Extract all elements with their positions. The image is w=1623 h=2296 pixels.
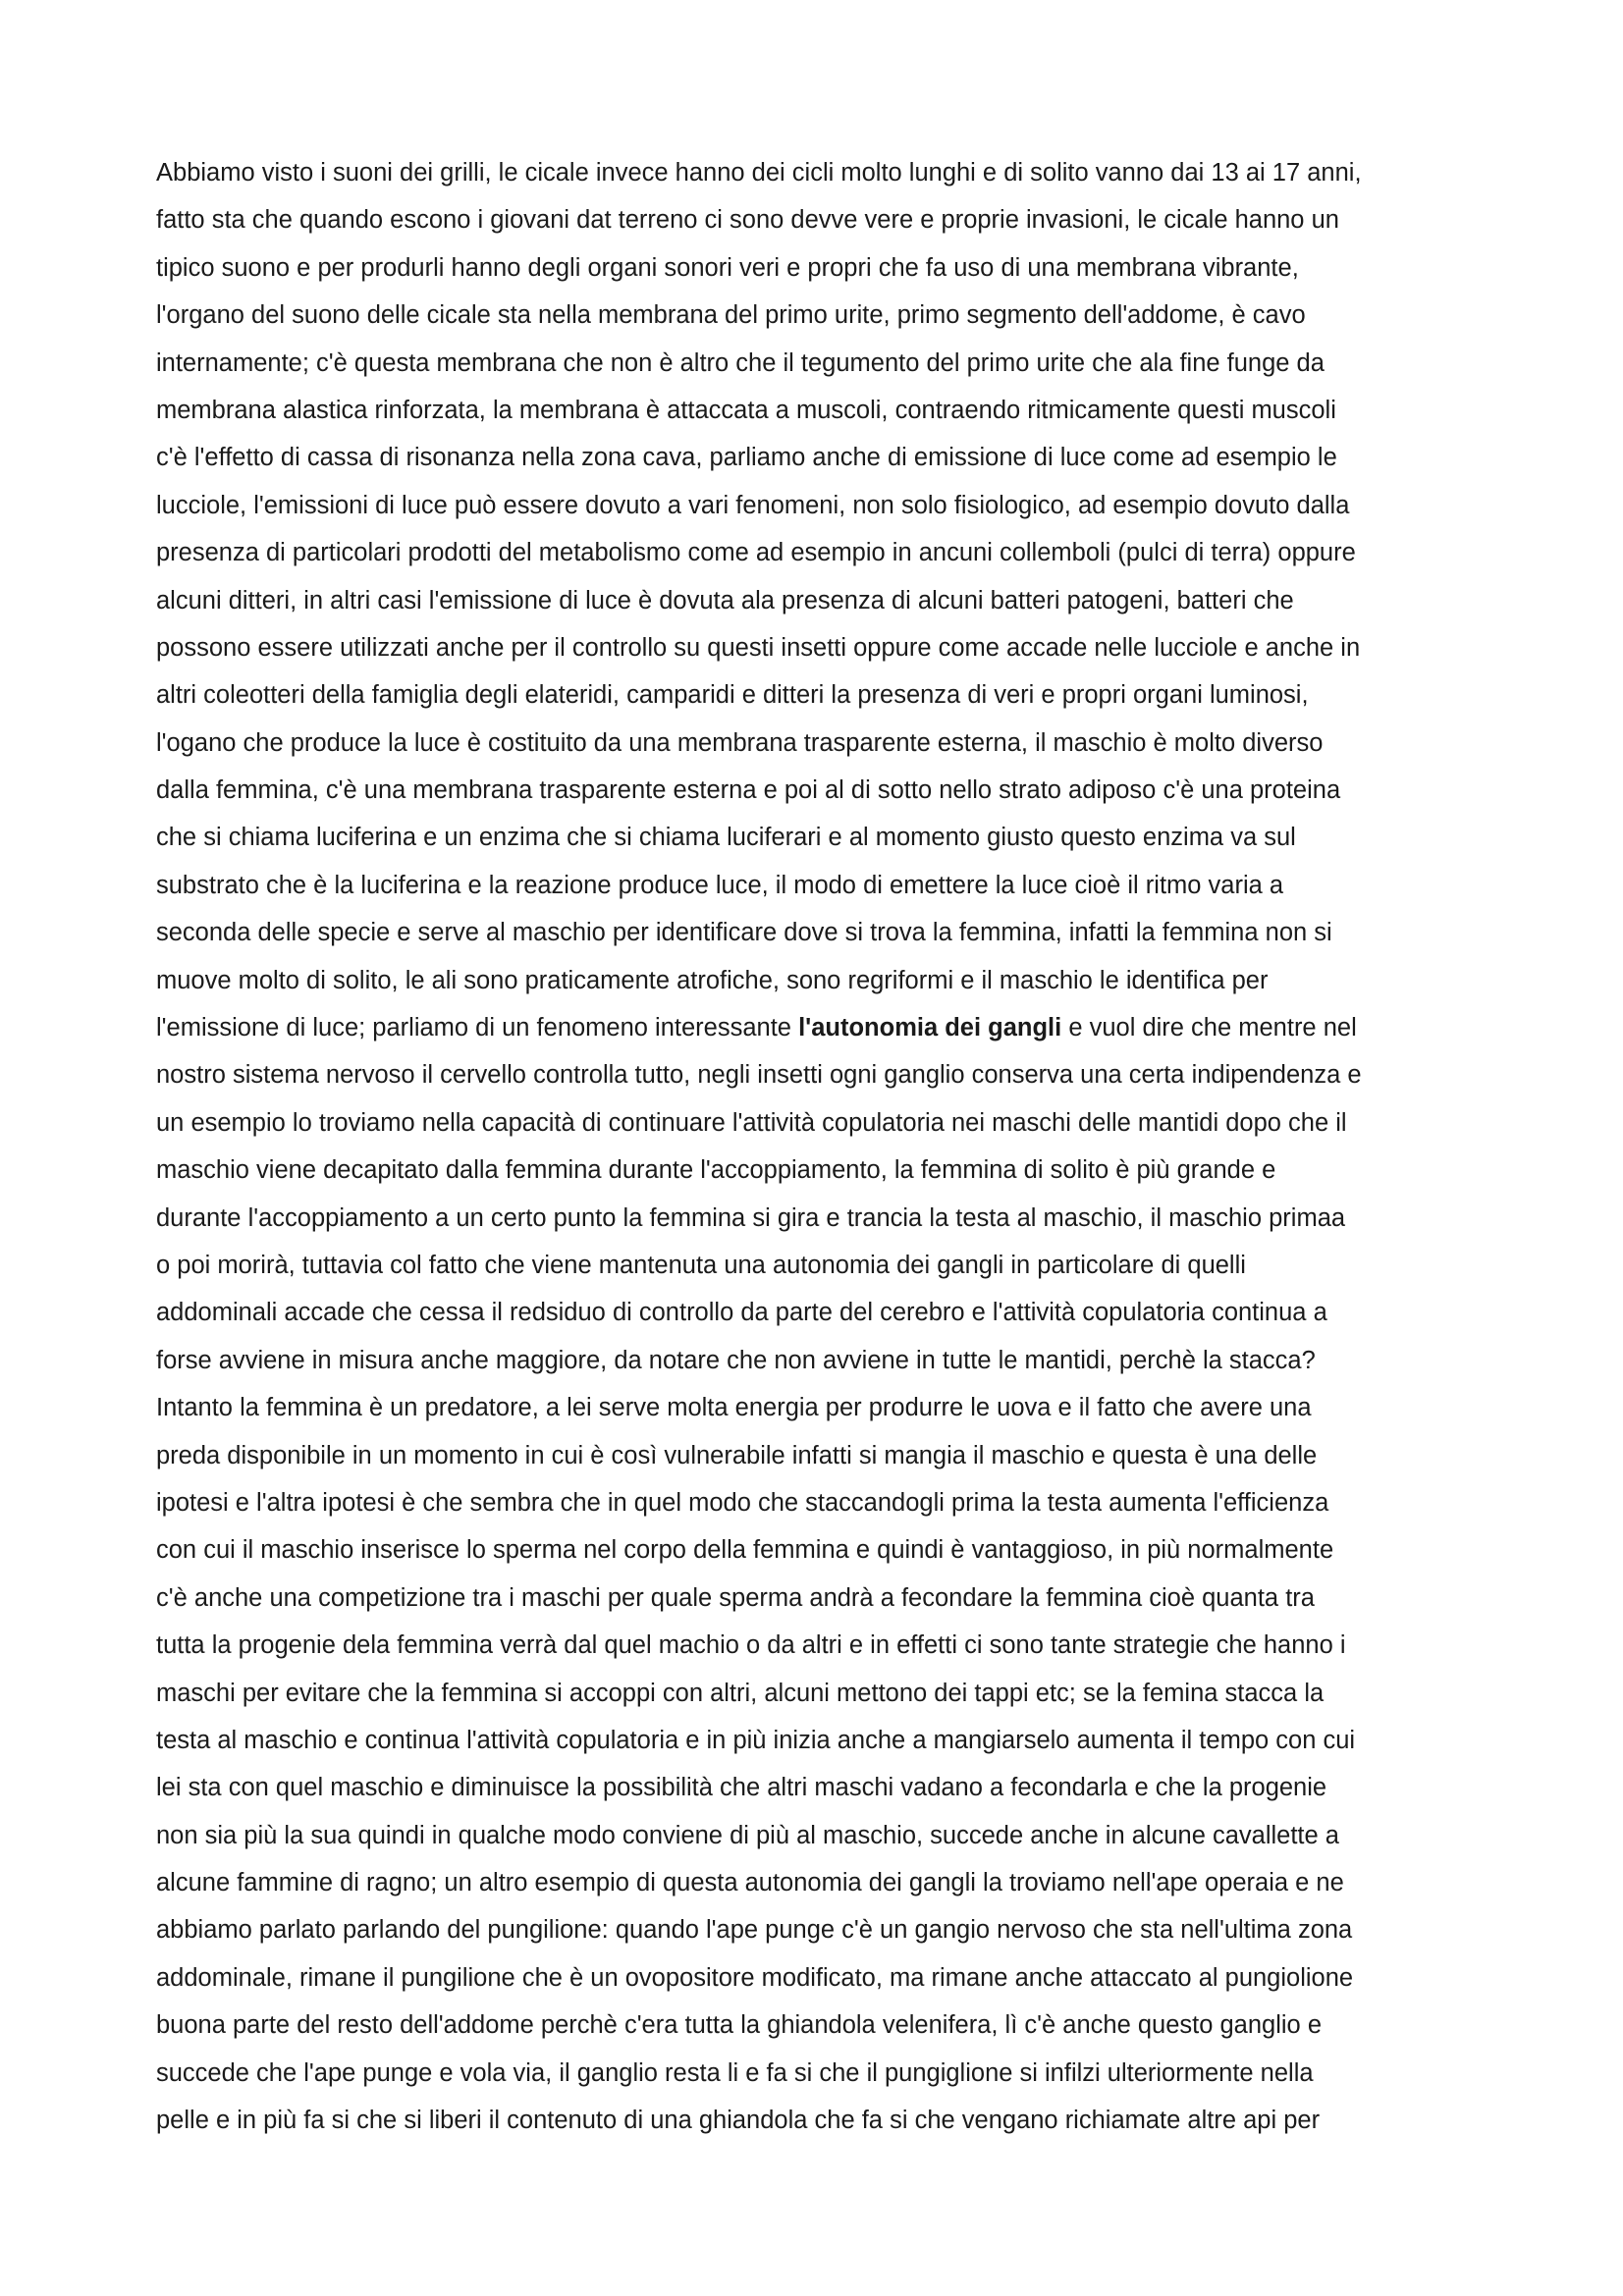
line-text: substrato che è la luciferina e la reazione produce luce, il modo di emettere la luce cioè il ritmo varia a xyxy=(156,871,1284,899)
line-text: nostro sistema nervoso il cervello controlla tutto, negli insetti ogni ganglio conserva una certa indipendenza e xyxy=(156,1061,1362,1090)
text-line xyxy=(156,1954,1491,2002)
line-text: addominale, rimane il pungilione che è un ovopositore modificato, ma rimane anche attaccato al pungiolione xyxy=(156,1963,1354,1992)
line-text: durante l'accoppiamento a un certo punto la femmina si gira e trancia la testa al maschio, il maschio primaa xyxy=(156,1203,1346,1232)
text-line xyxy=(156,1764,1491,1811)
text-line xyxy=(156,909,1491,956)
line-text: un esempio lo troviamo nella capacità di continuare l'attività copulatoria nei maschi delle mantidi dopo che il xyxy=(156,1108,1347,1137)
line-text: internamente; c'è questa membrana che non è altro che il tegumento del primo urite che ala fine funge da xyxy=(156,348,1325,377)
line-text: addominali accade che cessa il redsiduo di controllo da parte del cerebro e l'attività copulatoria continua a xyxy=(156,1299,1327,1327)
line-text-after: e vuol dire che mentre nel xyxy=(1061,1014,1357,1042)
line-text: l'emissione di luce; parliamo di un fenomeno interessante xyxy=(156,1014,799,1042)
line-text: preda disponibile in un momento in cui è così vulnerabile infatti si mangia il maschio e questa è una delle xyxy=(156,1441,1318,1469)
text-line xyxy=(156,1147,1491,1194)
text-line xyxy=(156,720,1491,767)
text-line xyxy=(156,1859,1491,1906)
line-text: alcuni ditteri, in altri casi l'emissione di luce è dovuta ala presenza di alcuni batteri patogeni, batteri che xyxy=(156,586,1294,614)
line-text: altri coleotteri della famiglia degli elateridi, camparidi e ditteri la presenza di veri e propri organi luminosi, xyxy=(156,681,1309,710)
text-line xyxy=(156,1432,1491,1479)
line-text: Intanto la femmina è un predatore, a lei serve molta energia per produrre le uova e il fatto che avere una xyxy=(156,1394,1312,1422)
text-line xyxy=(156,624,1491,671)
text-line xyxy=(156,1099,1491,1147)
text-line xyxy=(156,1384,1491,1431)
text-line xyxy=(156,2002,1491,2049)
line-text: testa al maschio e continua l'attività copulatoria e in più inizia anche a mangiarselo aumenta il tempo con cui xyxy=(156,1726,1356,1754)
line-text: maschio viene decapitato dalla femmina durante l'accoppiamento, la femmina di solito è più grande e xyxy=(156,1156,1276,1185)
line-text: tutta la progenie dela femmina verrà dal quel machio o da altri e in effetti ci sono tante strategie che hanno i xyxy=(156,1631,1346,1660)
text-line xyxy=(156,1337,1491,1384)
text-line xyxy=(156,957,1491,1004)
text-line xyxy=(156,1195,1491,1242)
line-text: o poi morirà, tuttavia col fatto che viene mantenuta una autonomia dei gangli in particolare di quelli xyxy=(156,1251,1246,1279)
text-line xyxy=(156,1051,1491,1098)
text-line xyxy=(156,387,1491,434)
text-line xyxy=(156,1479,1491,1526)
text-line xyxy=(156,434,1491,481)
line-text: che si chiama luciferina e un enzima che si chiama luciferari e al momento giusto questo enzima va sul xyxy=(156,824,1296,852)
line-text: alcune fammine di ragno; un altro esempio di questa autonomia dei gangli la troviamo nell'ape operaia e ne xyxy=(156,1869,1344,1897)
line-text: succede che l'ape punge e vola via, il ganglio resta li e fa si che il pungiglione si infilzi ulteriormente nella xyxy=(156,2058,1314,2087)
line-text: dalla femmina, c'è una membrana trasparente esterna e poi al di sotto nello strato adiposo c'è una proteina xyxy=(156,776,1341,805)
text-line xyxy=(156,196,1491,243)
body-text xyxy=(156,149,1491,2144)
text-line xyxy=(156,862,1491,909)
text-line xyxy=(156,292,1491,339)
text-line xyxy=(156,1242,1491,1289)
line-text: forse avviene in misura anche maggiore, da notare che non avviene in tutte le mantidi, perchè la stacca? xyxy=(156,1346,1316,1374)
line-text: lei sta con quel maschio e diminuisce la possibilità che altri maschi vadano a fecondarla e che la progenie xyxy=(156,1774,1327,1802)
text-line xyxy=(156,340,1491,387)
text-line xyxy=(156,529,1491,576)
bold-term: l'autonomia dei gangli xyxy=(798,1014,1062,1042)
line-text: tipico suono e per produrli hanno degli organi sonori veri e propri che fa uso di una membrana vibrante, xyxy=(156,253,1299,282)
text-line xyxy=(156,244,1491,292)
text-line xyxy=(156,1289,1491,1336)
text-line xyxy=(156,1004,1491,1051)
text-line xyxy=(156,577,1491,624)
line-text: l'organo del suono delle cicale sta nella membrana del primo urite, primo segmento dell'addome, è cavo xyxy=(156,301,1306,330)
text-line xyxy=(156,1906,1491,1953)
text-line xyxy=(156,1717,1491,1764)
text-line xyxy=(156,2097,1491,2144)
line-text: c'è anche una competizione tra i maschi per quale sperma andrà a fecondare la femmina cioè quanta tra xyxy=(156,1583,1315,1612)
text-line xyxy=(156,767,1491,814)
line-text: l'ogano che produce la luce è costituito da una membrana trasparente esterna, il maschio è molto diverso xyxy=(156,728,1324,757)
text-line xyxy=(156,671,1491,719)
line-text: ipotesi e l'altra ipotesi è che sembra che in quel modo che staccandogli prima la testa aumenta l'efficienza xyxy=(156,1488,1329,1517)
line-text: presenza di particolari prodotti del metabolismo come ad esempio in ancuni collemboli (pulci di terra) oppure xyxy=(156,539,1356,567)
text-line xyxy=(156,814,1491,861)
line-text: seconda delle specie e serve al maschio per identificare dove si trova la femmina, infatti la femmina non si xyxy=(156,919,1332,947)
line-text: abbiamo parlato parlando del pungilione: quando l'ape punge c'è un gangio nervoso che sta nell'ultima zona xyxy=(156,1916,1353,1945)
line-text: fatto sta che quando escono i giovani dat terreno ci sono devve vere e proprie invasioni, le cicale hanno un xyxy=(156,206,1339,235)
line-text: non sia più la sua quindi in qualche modo conviene di più al maschio, succede anche in alcune cavallette a xyxy=(156,1821,1339,1849)
line-text: c'è l'effetto di cassa di risonanza nella zona cava, parliamo anche di emissione di luce come ad esempio le xyxy=(156,444,1337,472)
text-line xyxy=(156,149,1491,196)
text-line xyxy=(156,1575,1491,1622)
line-text: muove molto di solito, le ali sono praticamente atrofiche, sono regriformi e il maschio le identifica per xyxy=(156,966,1269,994)
line-text: buona parte del resto dell'addome perchè c'era tutta la ghiandola velenifera, lì c'è anche questo ganglio e xyxy=(156,2011,1322,2040)
line-text: membrana alastica rinforzata, la membrana è attaccata a muscoli, contraendo ritmicamente questi muscoli xyxy=(156,396,1336,424)
line-text: Abbiamo visto i suoni dei grilli, le cicale invece hanno dei cicli molto lunghi e di solito vanno dai 13 ai 17 anni, xyxy=(156,159,1362,187)
text-line xyxy=(156,482,1491,529)
line-text: possono essere utilizzati anche per il controllo su questi insetti oppure come accade nelle lucciole e anche in xyxy=(156,633,1361,662)
line-text: pelle e in più fa si che si liberi il contenuto di una ghiandola che fa si che vengano richiamate altre api per xyxy=(156,2107,1321,2135)
text-line xyxy=(156,1622,1491,1669)
text-line xyxy=(156,1670,1491,1717)
text-line xyxy=(156,1526,1491,1574)
line-text: lucciole, l'emissioni di luce può essere dovuto a vari fenomeni, non solo fisiologico, ad esempio dovuto dalla xyxy=(156,491,1350,519)
line-text: maschi per evitare che la femmina si accoppi con altri, alcuni mettono dei tappi etc; se la femina stacca la xyxy=(156,1679,1325,1707)
text-line xyxy=(156,2050,1491,2097)
text-line xyxy=(156,1812,1491,1859)
line-text: con cui il maschio inserisce lo sperma nel corpo della femmina e quindi è vantaggioso, in più normalmente xyxy=(156,1536,1334,1565)
